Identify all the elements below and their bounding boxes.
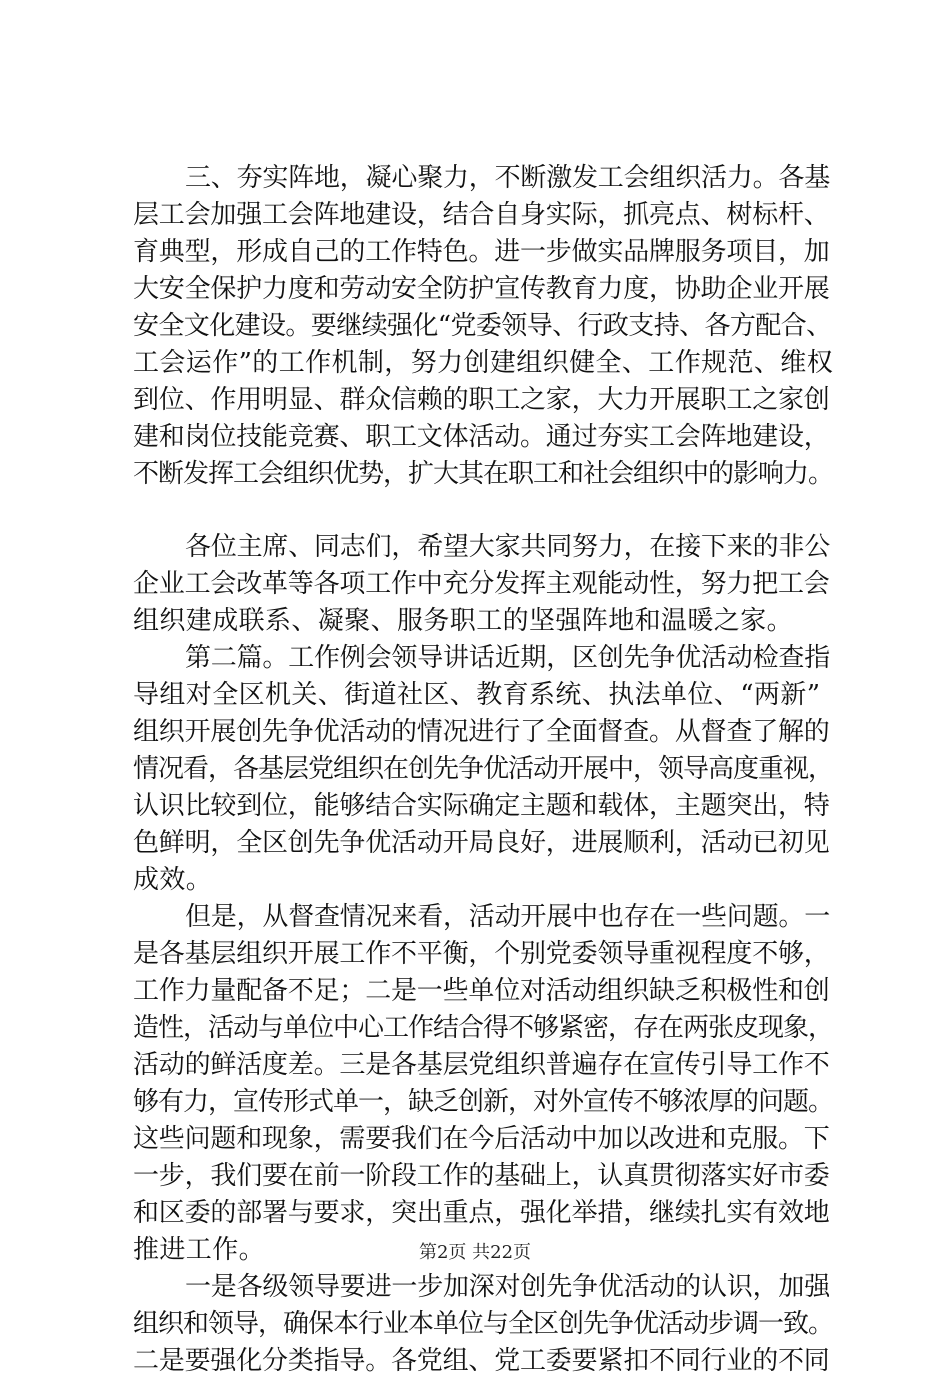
document-body — [133, 160, 833, 1380]
page-number-footer: 第2页 共22页 — [418, 1242, 532, 1263]
text-line: 色鲜明，全区创先争优活动开局良好，进展顺利，活动已初见 — [133, 828, 830, 858]
text-line: 大安全保护力度和劳动安全防护宣传教育力度，协助企业开展 — [133, 274, 830, 304]
paragraph-4 — [133, 899, 833, 1269]
text-line: 一是各级领导要进一步加深对创先争优活动的认识，加强 — [185, 1272, 831, 1302]
text-line: 推进工作。 — [133, 1235, 266, 1265]
text-line: 认识比较到位，能够结合实际确定主题和载体，主题突出，特 — [133, 791, 830, 821]
text-line: 三、夯实阵地，凝心聚力，不断激发工会组织活力。各基 — [185, 163, 831, 193]
text-line: 安全文化建设。要继续强化“党委领导、行政支持、各方配合、 — [133, 311, 832, 341]
text-line: 一步，我们要在前一阶段工作的基础上，认真贯彻落实好市委 — [133, 1161, 830, 1191]
text-line: 层工会加强工会阵地建设，结合自身实际，抓亮点、树标杆、 — [133, 200, 830, 230]
text-line: 不断发挥工会组织优势，扩大其在职工和社会组织中的影响力。 — [133, 459, 834, 489]
text-line: 组织建成联系、凝聚、服务职工的坚强阵地和温暖之家。 — [133, 606, 794, 636]
paragraph-2 — [133, 529, 833, 640]
text-line: 二是要强化分类指导。各党组、党工委要紧扣不同行业的不同 — [133, 1346, 830, 1376]
text-line: 导组对全区机关、街道社区、教育系统、执法单位、“两新” — [133, 680, 821, 710]
text-line: 够有力，宣传形式单一，缺乏创新，对外宣传不够浓厚的问题。 — [133, 1087, 834, 1117]
text-line: 建和岗位技能竞赛、职工文体活动。通过夯实工会阵地建设， — [133, 422, 830, 452]
text-line: 活动的鲜活度差。三是各基层党组织普遍存在宣传引导工作不 — [133, 1050, 830, 1080]
text-line: 和区委的部署与要求，突出重点，强化举措，继续扎实有效地 — [133, 1198, 830, 1228]
paragraph-3 — [133, 640, 833, 899]
text-line: 组织开展创先争优活动的情况进行了全面督查。从督查了解的 — [133, 717, 830, 747]
text-line: 情况看，各基层党组织在创先争优活动开展中，领导高度重视， — [133, 754, 834, 784]
paragraph-5 — [133, 1269, 833, 1380]
text-line: 是各基层组织开展工作不平衡，个别党委领导重视程度不够， — [133, 939, 830, 969]
text-line: 这些问题和现象，需要我们在今后活动中加以改进和克服。下 — [133, 1124, 830, 1154]
text-line: 造性，活动与单位中心工作结合得不够紧密，存在两张皮现象， — [133, 1013, 834, 1043]
text-line: 到位、作用明显、群众信赖的职工之家，大力开展职工之家创 — [133, 385, 830, 415]
text-line: 育典型，形成自己的工作特色。进一步做实品牌服务项目，加 — [133, 237, 830, 267]
paragraph-1 — [133, 160, 833, 493]
text-line: 组织和领导，确保本行业本单位与全区创先争优活动步调一致。 — [133, 1309, 834, 1339]
text-line: 工作力量配备不足；二是一些单位对活动组织缺乏积极性和创 — [133, 976, 830, 1006]
text-line: 第二篇。工作例会领导讲话近期，区创先争优活动检查指 — [185, 643, 831, 673]
text-line: 各位主席、同志们，希望大家共同努力，在接下来的非公 — [185, 532, 831, 562]
text-line: 成效。 — [133, 865, 213, 895]
text-line: 工会运作”的工作机制，努力创建组织健全、工作规范、维权 — [133, 348, 834, 378]
text-line: 但是，从督查情况来看，活动开展中也存在一些问题。一 — [185, 902, 831, 932]
text-line: 企业工会改革等各项工作中充分发挥主观能动性，努力把工会 — [133, 569, 830, 599]
paragraph-gap — [133, 493, 833, 529]
